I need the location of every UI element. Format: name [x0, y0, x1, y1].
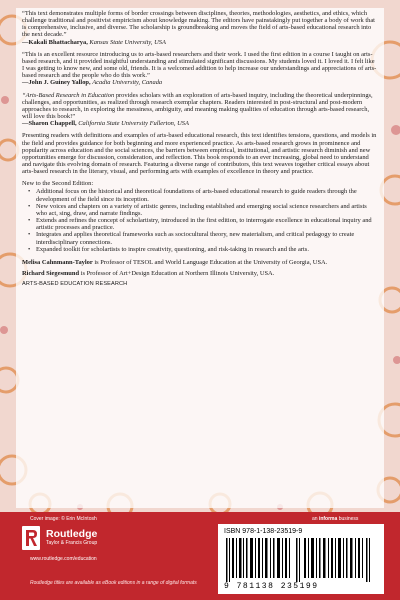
quote-text: “This text demonstrates multiple forms of border crossings between disciplines, theories, methodologies, aesthetics, and ethics, which challenge traditional and positivist empiricism about knowledge making. The editors have painstakingly put together a body of work that is comprehensive, inclusive, and diverse. The scholarship is groundbreaking and moves the field of arts-based educational research into the next decade.” — [22, 10, 375, 39]
book-title-inline: “Arts-Based Research in Education — [22, 91, 115, 99]
quote-attribution — [22, 79, 378, 86]
publisher-footer — [0, 512, 400, 600]
cover-image-credit: Cover image: © Erin McIntosh — [30, 516, 97, 522]
publisher-subtitle: Taylor & Francis Group — [46, 540, 98, 546]
endorsement-quote-2 — [22, 51, 378, 87]
list-item: • New voices and chapters on a variety of artistic genres, including established and emerging social science researchers and artists who act, sing, draw, and narrate findings. — [28, 203, 378, 217]
barcode-number: 9 781138 235199 — [224, 582, 319, 591]
series-name: ARTS-BASED EDUCATION RESEARCH — [22, 281, 128, 288]
ebook-notice: Routledge titles are available as eBook editions in a range of digital formats — [30, 580, 197, 586]
author-bio-text: is Professor of Art+Design Education at Northern Illinois University, USA. — [79, 270, 275, 277]
list-item: • Integrates and applies theoretical frameworks such as sociocultural theory, new materialism, and critical pedagogy to create interdisciplinary connections. — [28, 231, 378, 245]
back-cover-text — [22, 10, 378, 288]
quote-body: provides scholars with an exploration of arts-based inquiry, including the theoretical underpinnings, challenges, and opportunities, as realized through research exemplar chapters. Readers interested in post-structural and post-modern approaches to research, in exploring the messiness, ambiguity, and meaning making qualities of education through arts-based research, will love this book!” — [22, 91, 373, 121]
quote-affiliation: Acadia University, Canada — [92, 79, 163, 87]
quote-attribution — [22, 39, 378, 46]
publisher-url: www.routledge.com/education — [30, 556, 97, 562]
author-name: Richard Siegesmund — [22, 270, 80, 277]
book-description: Presenting readers with definitions and examples of arts-based educational research, this text identifies tensions, questions, and models in the field and provides guidance for both beginning and more experienced practice. As arts-based research grows in prominence and popularity across education and the social sciences, the barriers between empirical, institutional, and artistic research diminish and new opportunities emerge for discussion, consideration, and reflection. This book responds to an ever increasing, global need to understand and navigate this evolving domain of research. Featuring a diverse range of contributors, this text weaves together critical essays about arts-based research in the literary, visual, and performing arts with examples of excellence in theory and practice. — [22, 132, 377, 176]
author-bio-1 — [22, 259, 378, 266]
list-item: • Additional focus on the historical and theoretical foundations of arts-based educational research to guide readers through the development of the field since its inception. — [28, 188, 378, 202]
routledge-logo — [18, 526, 148, 552]
quote-attribution — [22, 120, 378, 127]
author-name: Melisa Cahnmann-Taylor — [22, 258, 93, 266]
new-edition-heading: New to the Second Edition: — [22, 180, 94, 188]
publisher-name: Routledge — [46, 528, 98, 540]
endorsement-quote-1 — [22, 10, 378, 46]
quote-affiliation: California State University Fullerton, USA — [78, 120, 189, 128]
quote-author: —Sharon Chappell, — [22, 120, 77, 128]
author-bio-2 — [22, 270, 378, 277]
new-edition-list — [28, 188, 378, 252]
list-item: • Expanded toolkit for scholartists to inspire creativity, questioning, and risk-taking in research and the arts. — [28, 246, 378, 253]
quote-text: “This is an excellent resource introducing us to arts-based researchers and their work. I used the first edition in a course I taught on arts-based research, and it provided insightful understanding and stimulated significant discussions. My students loved it. I loved it. I felt like I was getting to know new, and some old, friends. It is a welcomed addition to help increase our understandings and appreciations of arts-based research and the people who do this work.” — [22, 50, 377, 80]
routledge-r-mark-icon — [22, 526, 40, 550]
author-bio-text: is Professor of TESOL and World Language Education at the University of Georgia, USA. — [92, 258, 328, 266]
informa-business-logo: an informa business — [312, 516, 359, 522]
isbn-label: ISBN 978-1-138-23519-9 — [224, 528, 303, 535]
quote-author: —Kakali Bhattacharya, — [22, 38, 88, 46]
quote-author: —John J. Guiney Yallop, — [22, 79, 91, 87]
list-item: • Extends and refines the concept of scholartistry, introduced in the first edition, to interrogate excellence in educational inquiry and artistic processes and practice. — [28, 217, 378, 231]
quote-affiliation: Kansas State University, USA — [89, 38, 166, 46]
barcode-box — [218, 524, 384, 594]
endorsement-quote-3 — [22, 92, 378, 128]
quote-text — [22, 92, 378, 121]
barcode-icon — [224, 538, 378, 584]
